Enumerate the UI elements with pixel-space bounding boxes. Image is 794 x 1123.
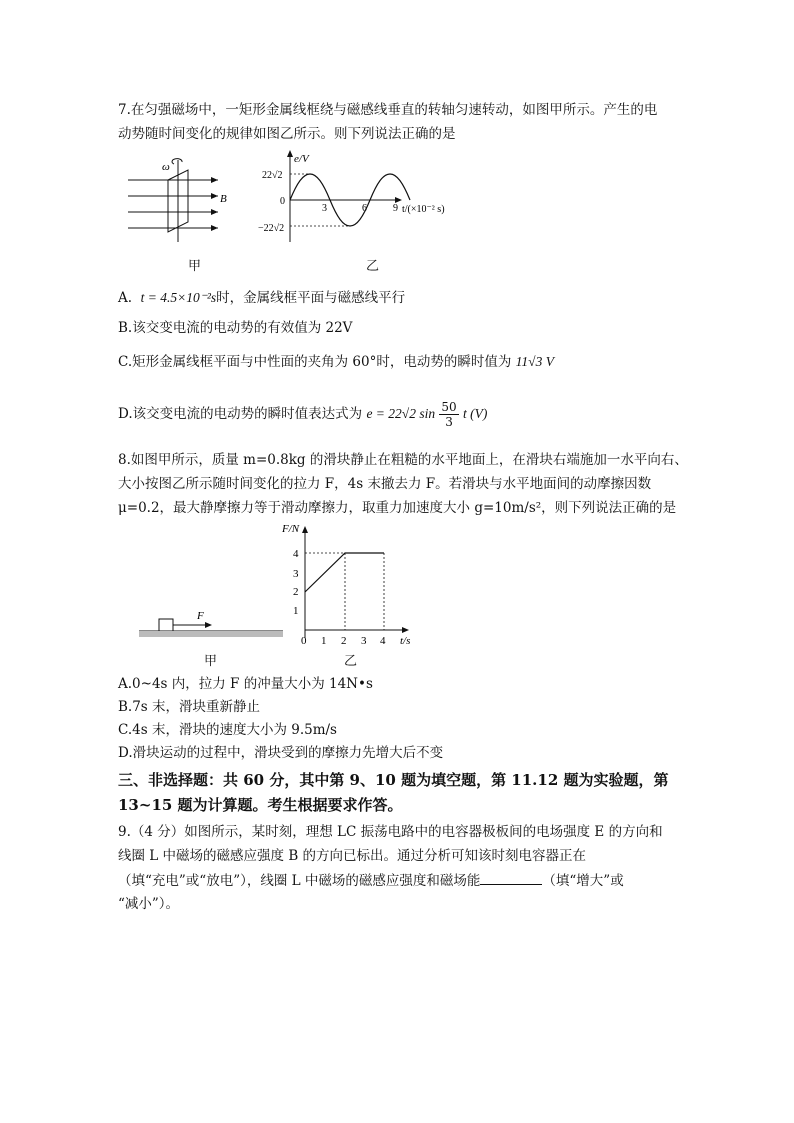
- q7-option-c-text: C.矩形金属线框平面与中性面的夹角为 60°时，电动势的瞬时值为: [118, 354, 512, 370]
- q7-option-d-math-post: t (V): [462, 406, 488, 421]
- q7-figure-a-caption: 甲: [188, 259, 202, 274]
- q8-y-tick-4: 4: [293, 548, 299, 560]
- q8-x-axis-label: t/s: [400, 635, 411, 647]
- q7-option-d-math-pre: e = 22√2 sin: [366, 406, 436, 421]
- q8-figure-a-caption: 甲: [204, 654, 218, 669]
- q9-answer-blank[interactable]: [480, 870, 542, 885]
- q9-line3-text-a: （填“充电”或“放电”），线圈 L 中磁场的磁感应强度和磁场能: [118, 873, 481, 889]
- q7-x-tick-6: 6: [362, 203, 367, 214]
- q7-option-a: [118, 288, 405, 308]
- q7-y-axis-label: e/V: [294, 153, 309, 165]
- q9-line2: 线圈 L 中磁场的磁感应强度 B 的方向已标出。通过分析可知该时刻电容器正在: [118, 848, 587, 864]
- q7-option-a-math: t = 4.5×10⁻²s: [140, 290, 217, 305]
- q8-x-tick-0: 0: [301, 635, 307, 647]
- q7-stem-line2: 动势随时间变化的规律如图乙所示。则下列说法正确的是: [118, 126, 456, 142]
- q8-option-a: A.0~4s 内，拉力 F 的冲量大小为 14N•s: [118, 676, 373, 692]
- q8-x-tick-3: 3: [361, 635, 367, 647]
- q8-option-d: D.滑块运动的过程中，滑块受到的摩擦力先增大后不变: [118, 745, 444, 761]
- q7-b-label: B: [220, 193, 227, 205]
- q9-line3: [118, 870, 624, 891]
- q7-option-a-prefix: A.: [118, 290, 133, 306]
- q8-figure-b-caption: 乙: [344, 654, 358, 669]
- q7-x-tick-9: 9: [393, 203, 398, 214]
- q7-y-bottom-label: −22√2: [258, 223, 285, 234]
- section3-heading-line2: 13~15 题为计算题。考生根据要求作答。: [118, 796, 403, 814]
- q7-y-top-label: 22√2: [262, 170, 283, 181]
- q8-y-axis-label: F/N: [282, 523, 300, 535]
- q7-omega-label: ω: [162, 161, 170, 173]
- q8-option-b: B.7s 末，滑块重新静止: [118, 699, 261, 715]
- q7-x-axis-label: t/(×10⁻² s): [402, 204, 445, 215]
- q7-option-d: [118, 396, 487, 432]
- q9-line3-text-b: （填“增大”或: [542, 873, 624, 889]
- q7-option-d-fraction: [439, 400, 458, 429]
- q8-figure-a: [135, 605, 285, 645]
- q7-stem-line1: 7.在匀强磁场中，一矩形金属线框绕与磁感线垂直的转轴匀速转动，如图甲所示。产生的电: [118, 102, 658, 118]
- q9-line1: 9.（4 分）如图所示，某时刻，理想 LC 振荡电路中的电容器极板间的电场强度 E 的方向和: [118, 824, 663, 840]
- q7-option-c: [118, 352, 554, 372]
- q8-stem-line2: 大小按图乙所示随时间变化的拉力 F，4s 末撤去力 F。若滑块与水平地面间的动摩擦因数: [118, 476, 652, 492]
- q9-line4: “减小”）。: [118, 896, 180, 912]
- q7-origin-label: 0: [280, 196, 285, 207]
- q7-option-a-text: 时，金属线框平面与磁感线平行: [216, 290, 406, 306]
- q7-figure-b: [250, 148, 480, 248]
- q7-fraction-denominator: 3: [445, 415, 453, 429]
- q7-figure-b-caption: 乙: [366, 259, 380, 274]
- q7-x-tick-3: 3: [322, 203, 327, 214]
- q8-force-line: [305, 553, 384, 592]
- q8-option-c: C.4s 末，滑块的速度大小为 9.5m/s: [118, 722, 337, 738]
- q8-stem-line1: 8.如图甲所示，质量 m=0.8kg 的滑块静止在粗糙的水平地面上，在滑块右端施加一水平向右、: [118, 452, 688, 468]
- q8-x-tick-4: 4: [380, 635, 386, 647]
- section3-heading-line1: 三、非选择题：共 60 分，其中第 9、10 题为填空题，第 11.12 题为实验题，第: [118, 771, 669, 789]
- q8-y-tick-3: 3: [293, 568, 299, 580]
- q8-x-tick-2: 2: [341, 635, 347, 647]
- q8-y-tick-2: 2: [293, 586, 299, 598]
- q7-fraction-numerator: 50: [441, 400, 457, 414]
- q7-option-d-text: D.该交变电流的电动势的瞬时值表达式为: [118, 406, 363, 422]
- q8-stem-line3: μ=0.2，最大静摩擦力等于滑动摩擦力，取重力加速度大小 g=10m/s²，则下列说法正确的是: [118, 500, 677, 516]
- q7-option-b: B.该交变电流的电动势的有效值为 22V: [118, 320, 353, 336]
- q8-force-label: F: [197, 610, 204, 622]
- q7-figure-a: [118, 152, 238, 247]
- q8-figure-b: [280, 520, 420, 650]
- q8-x-tick-1: 1: [321, 635, 327, 647]
- q7-option-c-math: 11√3 V: [515, 354, 554, 369]
- q8-y-tick-1: 1: [293, 605, 299, 617]
